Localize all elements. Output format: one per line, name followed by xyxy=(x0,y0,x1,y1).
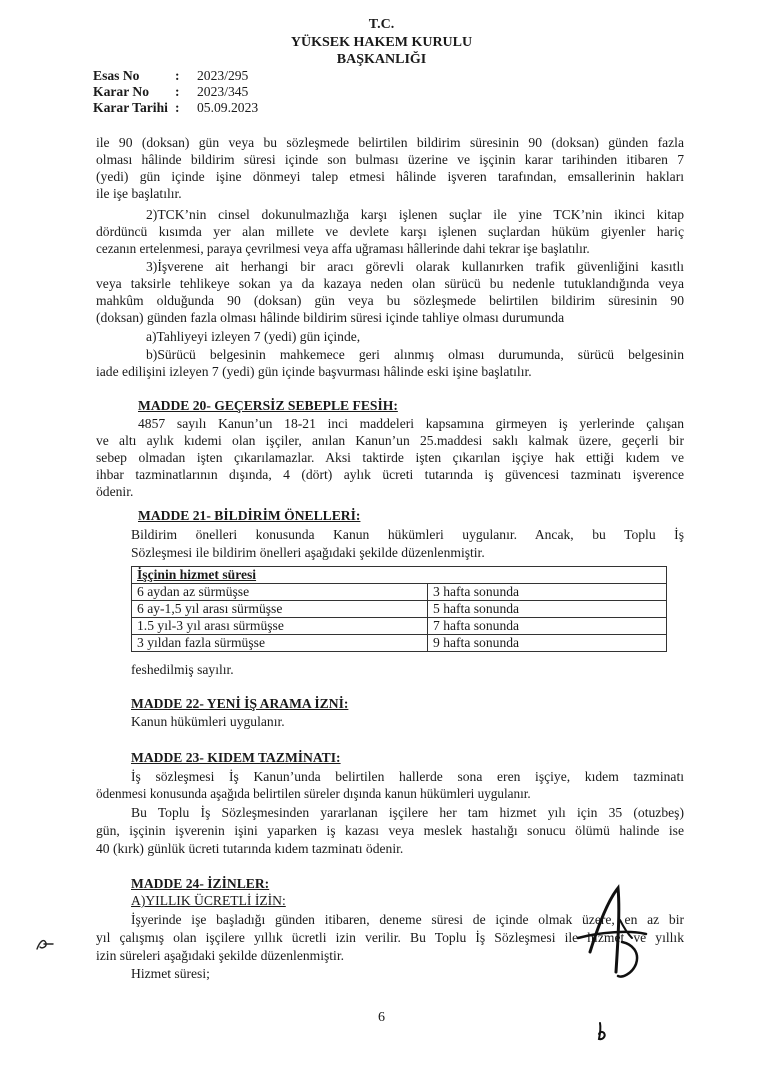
meta-value: 2023/345 xyxy=(197,84,249,99)
article-24-title: MADDE 24- İZİNLER: xyxy=(131,876,270,891)
article-24-line: Hizmet süresi; xyxy=(131,966,210,981)
service-period-cell: 6 ay-1,5 yıl arası sürmüşse xyxy=(132,601,428,618)
article-20-line: ihbar tazminatlarının dışında, 4 (dört) aylık ücreti tutarında iş güvencesi tazminatı işverence xyxy=(96,467,684,482)
notice-period-cell: 9 hafta sonunda xyxy=(428,635,667,652)
meta-karar-no: Karar No : 2023/345 xyxy=(93,84,249,99)
item2-line: 2)TCK’nin cinsel dokunulmazlığa karşı işlenen suçlar ile yine TCK’nin ikinci kitap xyxy=(146,207,684,222)
intro-line: (yedi) gün içinde işine dönmeyi talep etmesi hâlinde işveren tarafından, emsallerinin hakları xyxy=(96,169,684,184)
margin-initial-mark xyxy=(34,935,56,953)
header-office: BAŞKANLIĞI xyxy=(336,52,427,67)
service-period-cell: 6 aydan az sürmüşse xyxy=(132,584,428,601)
article-24-subtitle: A)YILLIK ÜCRETLİ İZİN: xyxy=(131,893,286,908)
article-20-title: MADDE 20- GEÇERSİZ SEBEPLE FESİH: xyxy=(138,398,398,413)
meta-label: Esas No xyxy=(93,68,140,83)
article-23-title: MADDE 23- KIDEM TAZMİNATI: xyxy=(131,750,341,765)
header-tc: T.C. xyxy=(368,17,395,32)
table-row xyxy=(132,601,667,618)
notice-period-table xyxy=(131,566,667,652)
article-21-line: Bildirim önelleri konusunda Kanun hükümleri uygulanır. Ancak, bu Toplu İş xyxy=(131,527,684,542)
notice-period-cell: 7 hafta sonunda xyxy=(428,618,667,635)
article-22-title: MADDE 22- YENİ İŞ ARAMA İZNİ: xyxy=(131,696,349,711)
meta-value: 2023/295 xyxy=(197,68,249,83)
item3-line: veya taksirle tehlikeye sokan ya da kazaya neden olan sürücü bu nedenle tutuklandığında veya xyxy=(96,276,684,291)
service-period-cell: 1.5 yıl-3 yıl arası sürmüşse xyxy=(132,618,428,635)
meta-value: 05.09.2023 xyxy=(197,100,259,115)
article-20-line: ödenir. xyxy=(96,484,134,499)
meta-label: Karar Tarihi xyxy=(93,100,168,115)
item3-line: 3)İşverene ait herhangi bir aracı görevli olarak kullanırken trafik güvenliğini kasıtlı xyxy=(146,259,684,274)
intro-line: olması hâlinde bildirim süresi içinde son bulması üzerine ve işçinin karar tarihinden itibaren 7 xyxy=(96,152,684,167)
meta-esas-no: Esas No : 2023/295 xyxy=(93,68,249,83)
service-period-cell: 3 yıldan fazla sürmüşse xyxy=(132,635,428,652)
table-row xyxy=(132,618,667,635)
header-institution: YÜKSEK HAKEM KURULU xyxy=(290,35,473,50)
meta-label: Karar No xyxy=(93,84,150,99)
notice-period-cell: 5 hafta sonunda xyxy=(428,601,667,618)
notice-period-cell: 3 hafta sonunda xyxy=(428,584,667,601)
article-23-line: gün, işçinin işverenin işini yaparken iş kazası veya meslek hastalığı sonucu ölümü halinde ise xyxy=(96,823,684,838)
article-20-line: sebep olmadan işten çıkarılamazlar. Aksi taktirde işten çıkarılan işçiye hak ettiği kıdem ve xyxy=(96,450,684,465)
table-header-row xyxy=(132,567,667,584)
article-24-line: izin süreleri aşağıdaki şekilde düzenlenmiştir. xyxy=(96,948,345,963)
page-number: 6 xyxy=(378,1010,385,1025)
article-23-line: 40 (kırk) günlük ücreti tutarında kıdem tazminatı ödenir. xyxy=(96,841,404,856)
table-row xyxy=(132,635,667,652)
item3-line: (doksan) günden fazla olması hâlinde bildirim süresi içinde tahliye olması durumunda xyxy=(96,310,565,325)
article-20-line: ve altı aylık kıdemi olan işçiler, anılan Kanun’un 25.maddesi saklı kalmak üzere, geçerli bir xyxy=(96,433,684,448)
table-row xyxy=(132,584,667,601)
meta-karar-tarihi: Karar Tarihi : 05.09.2023 xyxy=(93,100,259,115)
article-21-after: feshedilmiş sayılır. xyxy=(131,662,234,677)
article-21-title: MADDE 21- BİLDİRİM ÖNELLERİ: xyxy=(138,508,361,523)
item3-a: a)Tahliyeyi izleyen 7 (yedi) gün içinde, xyxy=(146,329,361,344)
table-header-cell: İşçinin hizmet süresi xyxy=(132,567,667,584)
item3-line: mahkûm olduğunda 90 (doksan) gün veya bu sözleşmede belirtilen bildirim süresinin 90 xyxy=(96,293,684,308)
item2-line: cezanın ertelenmesi, paraya çevrilmesi veya affa uğraması hâllerinde dahi tekrar işe başlatılır. xyxy=(96,241,590,256)
intro-line: ile işe başlatılır. xyxy=(96,186,182,201)
article-20-line: 4857 sayılı Kanun’un 18-21 inci maddeleri kapsamına girmeyen iş yerlerinde çalışan xyxy=(138,416,684,431)
article-23-line: ödenmesi konusunda aşağıda belirtilen süreler dışında kanun hükümleri uygulanır. xyxy=(96,786,531,801)
item3-b: b)Sürücü belgesinin mahkemece geri alınmış olması durumunda, sürücü belgesinin xyxy=(146,347,684,362)
item3-b: iade edilişini izleyen 7 (yedi) gün içinde başvurması hâlinde eski işine başlatılır. xyxy=(96,364,532,379)
signature-mark xyxy=(560,880,670,990)
item2-line: dördüncü kısımda yer alan millete ve devlete karşı işlenen suçlardan hüküm giyenler hariç xyxy=(96,224,684,239)
article-22-line: Kanun hükümleri uygulanır. xyxy=(131,714,285,729)
article-21-line: Sözleşmesi ile bildirim önelleri aşağıdaki şekilde düzenlenmiştir. xyxy=(131,545,485,560)
article-24-line: İşyerinde işe başladığı günden itibaren, deneme süresi de içinde olmak üzere, en az bir xyxy=(131,912,684,927)
article-23-line: Bu Toplu İş Sözleşmesinden yararlanan işçilere her tam hizmet yılı için 35 (otuzbeş) xyxy=(131,805,684,820)
article-24-line: yıl çalışmış olan işçilere yıllık ücretli izin verilir. Bu Toplu İş Sözleşmesi ile hizmet ve yıllık xyxy=(96,930,684,945)
article-23-line: İş sözleşmesi İş Kanun’unda belirtilen hallerde sona eren işçiye, kıdem tazminatı xyxy=(131,769,684,784)
intro-line: ile 90 (doksan) gün veya bu sözleşmede belirtilen bildirim süresinin 90 (doksan) günden fazla xyxy=(96,135,684,150)
